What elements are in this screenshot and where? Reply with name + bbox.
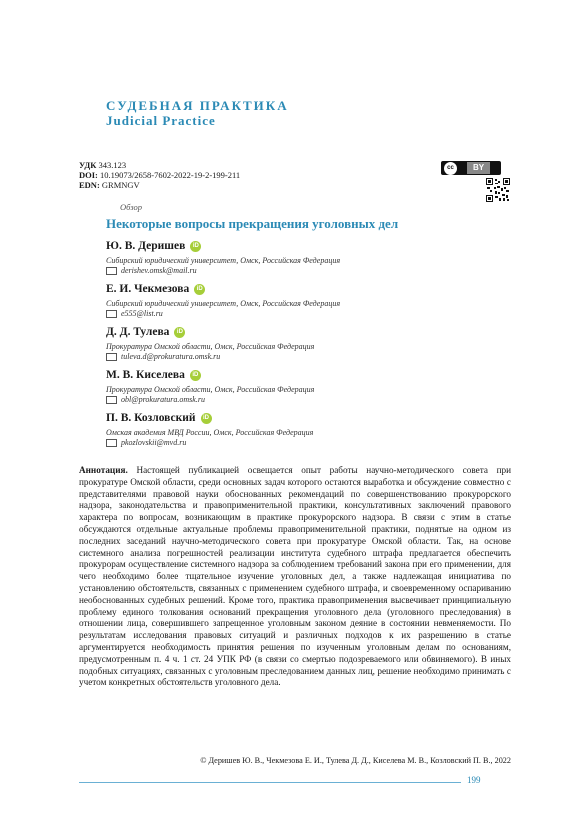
orcid-icon[interactable]: iD bbox=[201, 413, 212, 424]
section-title-en: Judicial Practice bbox=[106, 113, 216, 128]
author-email-line bbox=[106, 266, 340, 276]
udk-line bbox=[79, 160, 126, 170]
orcid-icon[interactable]: iD bbox=[190, 241, 201, 252]
orcid-icon[interactable]: iD bbox=[190, 370, 201, 381]
by-label: BY bbox=[467, 162, 490, 174]
orcid-icon[interactable]: iD bbox=[174, 327, 185, 338]
author-name-text: М. В. Киселева bbox=[106, 369, 185, 381]
edn-value: GRMNGV bbox=[101, 180, 140, 190]
author-block bbox=[106, 279, 340, 319]
section-title-ru: СУДЕБНАЯ ПРАКТИКА bbox=[106, 98, 289, 113]
edn-label: EDN: bbox=[79, 180, 100, 190]
udk-label: УДК bbox=[79, 160, 97, 170]
author-name bbox=[106, 326, 185, 338]
author-affiliation: Прокуратура Омской области, Омск, Российская Федерация bbox=[106, 385, 315, 394]
orcid-icon[interactable]: iD bbox=[194, 284, 205, 295]
author-email-line bbox=[106, 309, 340, 319]
article-type: Обзор bbox=[120, 202, 143, 212]
abstract-text: Настоящей публикацией освещается опыт работы научно-методического совета при прокуратуре Омской области, среди основных задач которого остаются выработка и обсуждение совместно с представителями правовой науки обоснованных рекомендаций по совершенствованию прокурорского надзора, законодательства и правоприменительной практики, консультативных заключений правового характера по вопросам, возникающим в практике прокурорского надзора. В связи с этим в статье обсуждаются отдельные актуальные проблемы правоприменительной практики, поднятые на одном из последних заседаний научно-методического совета при прокуратуре Омской области. Так, на основе системного анализа погрешностей реализации института судебного штрафа предлагается обеспечить прокурорам осуществление системного надзора за соблюдением требований закона при его применении, для чего необходимо более тщательное изучение уголовных дел, а также надлежащая инициатива по установлению обстоятельств, связанных с применением судебного штрафа, и своевременному оспариванию необоснованных судебных решений. Кроме того, практика правоприменения высвечивает принципиальную проблему единого толкования оснований прекращения уголовного дела (уголовного преследования) в отношении лица, совершившего запрещенное уголовным законом деяние в состоянии невменяемости. По результатам исследования правовых ситуаций и различных подходов к их разрешению в статье аргументируется необходимость принятия решения по изученным уголовным делам по основаниям, предусмотренным п. 4 ч. 1 ст. 24 УПК РФ (в связи со смертью подозреваемого или обвиняемого). В иных подобных ситуациях, связанных с уголовным преследованием данных лиц, решение необходимо принимать с учетом конкретных обстоятельств уголовного дела. bbox=[79, 465, 511, 688]
qr-code-icon bbox=[486, 178, 510, 202]
author-block bbox=[106, 408, 313, 448]
edn-line bbox=[79, 180, 140, 190]
author-name bbox=[106, 412, 212, 424]
author-affiliation: Сибирский юридический университет, Омск, Российская Федерация bbox=[106, 256, 341, 265]
mail-icon bbox=[106, 396, 117, 404]
author-email-line bbox=[106, 352, 314, 362]
author-block bbox=[106, 322, 314, 362]
author-block bbox=[106, 365, 314, 405]
author-name-text: Ю. В. Деришев bbox=[106, 240, 186, 252]
author-email[interactable]: tuleva.d@prokuratura.omsk.ru bbox=[121, 352, 221, 361]
udk-value: 343.123 bbox=[98, 160, 127, 170]
abstract-label: Аннотация. bbox=[79, 465, 128, 475]
mail-icon bbox=[106, 267, 117, 275]
author-name bbox=[106, 283, 205, 295]
author-affiliation: Прокуратура Омской области, Омск, Российская Федерация bbox=[106, 342, 315, 351]
author-email[interactable]: derishev.omsk@mail.ru bbox=[121, 266, 197, 275]
author-email[interactable]: e555@list.ru bbox=[121, 309, 163, 318]
copyright-notice: © Деришев Ю. В., Чекмезова Е. И., Тулева Д. Д., Киселева М. В., Козловский П. В., 2022 bbox=[200, 756, 511, 765]
doi-value[interactable]: 10.19073/2658-7602-2022-19-2-199-211 bbox=[100, 170, 241, 180]
author-email[interactable]: obl@prokuratura.omsk.ru bbox=[121, 395, 205, 404]
cc-icon: cc bbox=[444, 162, 457, 175]
author-name-text: Е. И. Чекмезова bbox=[106, 283, 190, 295]
mail-icon bbox=[106, 353, 117, 361]
author-affiliation: Омская академия МВД России, Омск, Российская Федерация bbox=[106, 428, 314, 437]
author-email-line bbox=[106, 395, 314, 405]
mail-icon bbox=[106, 310, 117, 318]
author-name-text: П. В. Козловский bbox=[106, 412, 196, 424]
author-name-text: Д. Д. Тулева bbox=[106, 326, 170, 338]
footer-rule bbox=[79, 782, 461, 783]
page-number: 199 bbox=[467, 775, 481, 785]
cc-by-license-badge[interactable] bbox=[441, 161, 501, 175]
author-email[interactable]: pkozlovskii@mvd.ru bbox=[121, 438, 187, 447]
mail-icon bbox=[106, 439, 117, 447]
author-name bbox=[106, 240, 201, 252]
doi-line bbox=[79, 170, 240, 180]
author-email-line bbox=[106, 438, 313, 448]
abstract bbox=[79, 465, 511, 689]
doi-label: DOI: bbox=[79, 170, 98, 180]
author-name bbox=[106, 369, 201, 381]
article-title: Некоторые вопросы прекращения уголовных дел bbox=[106, 216, 399, 231]
author-affiliation: Сибирский юридический университет, Омск, Российская Федерация bbox=[106, 299, 341, 308]
author-block bbox=[106, 236, 340, 276]
